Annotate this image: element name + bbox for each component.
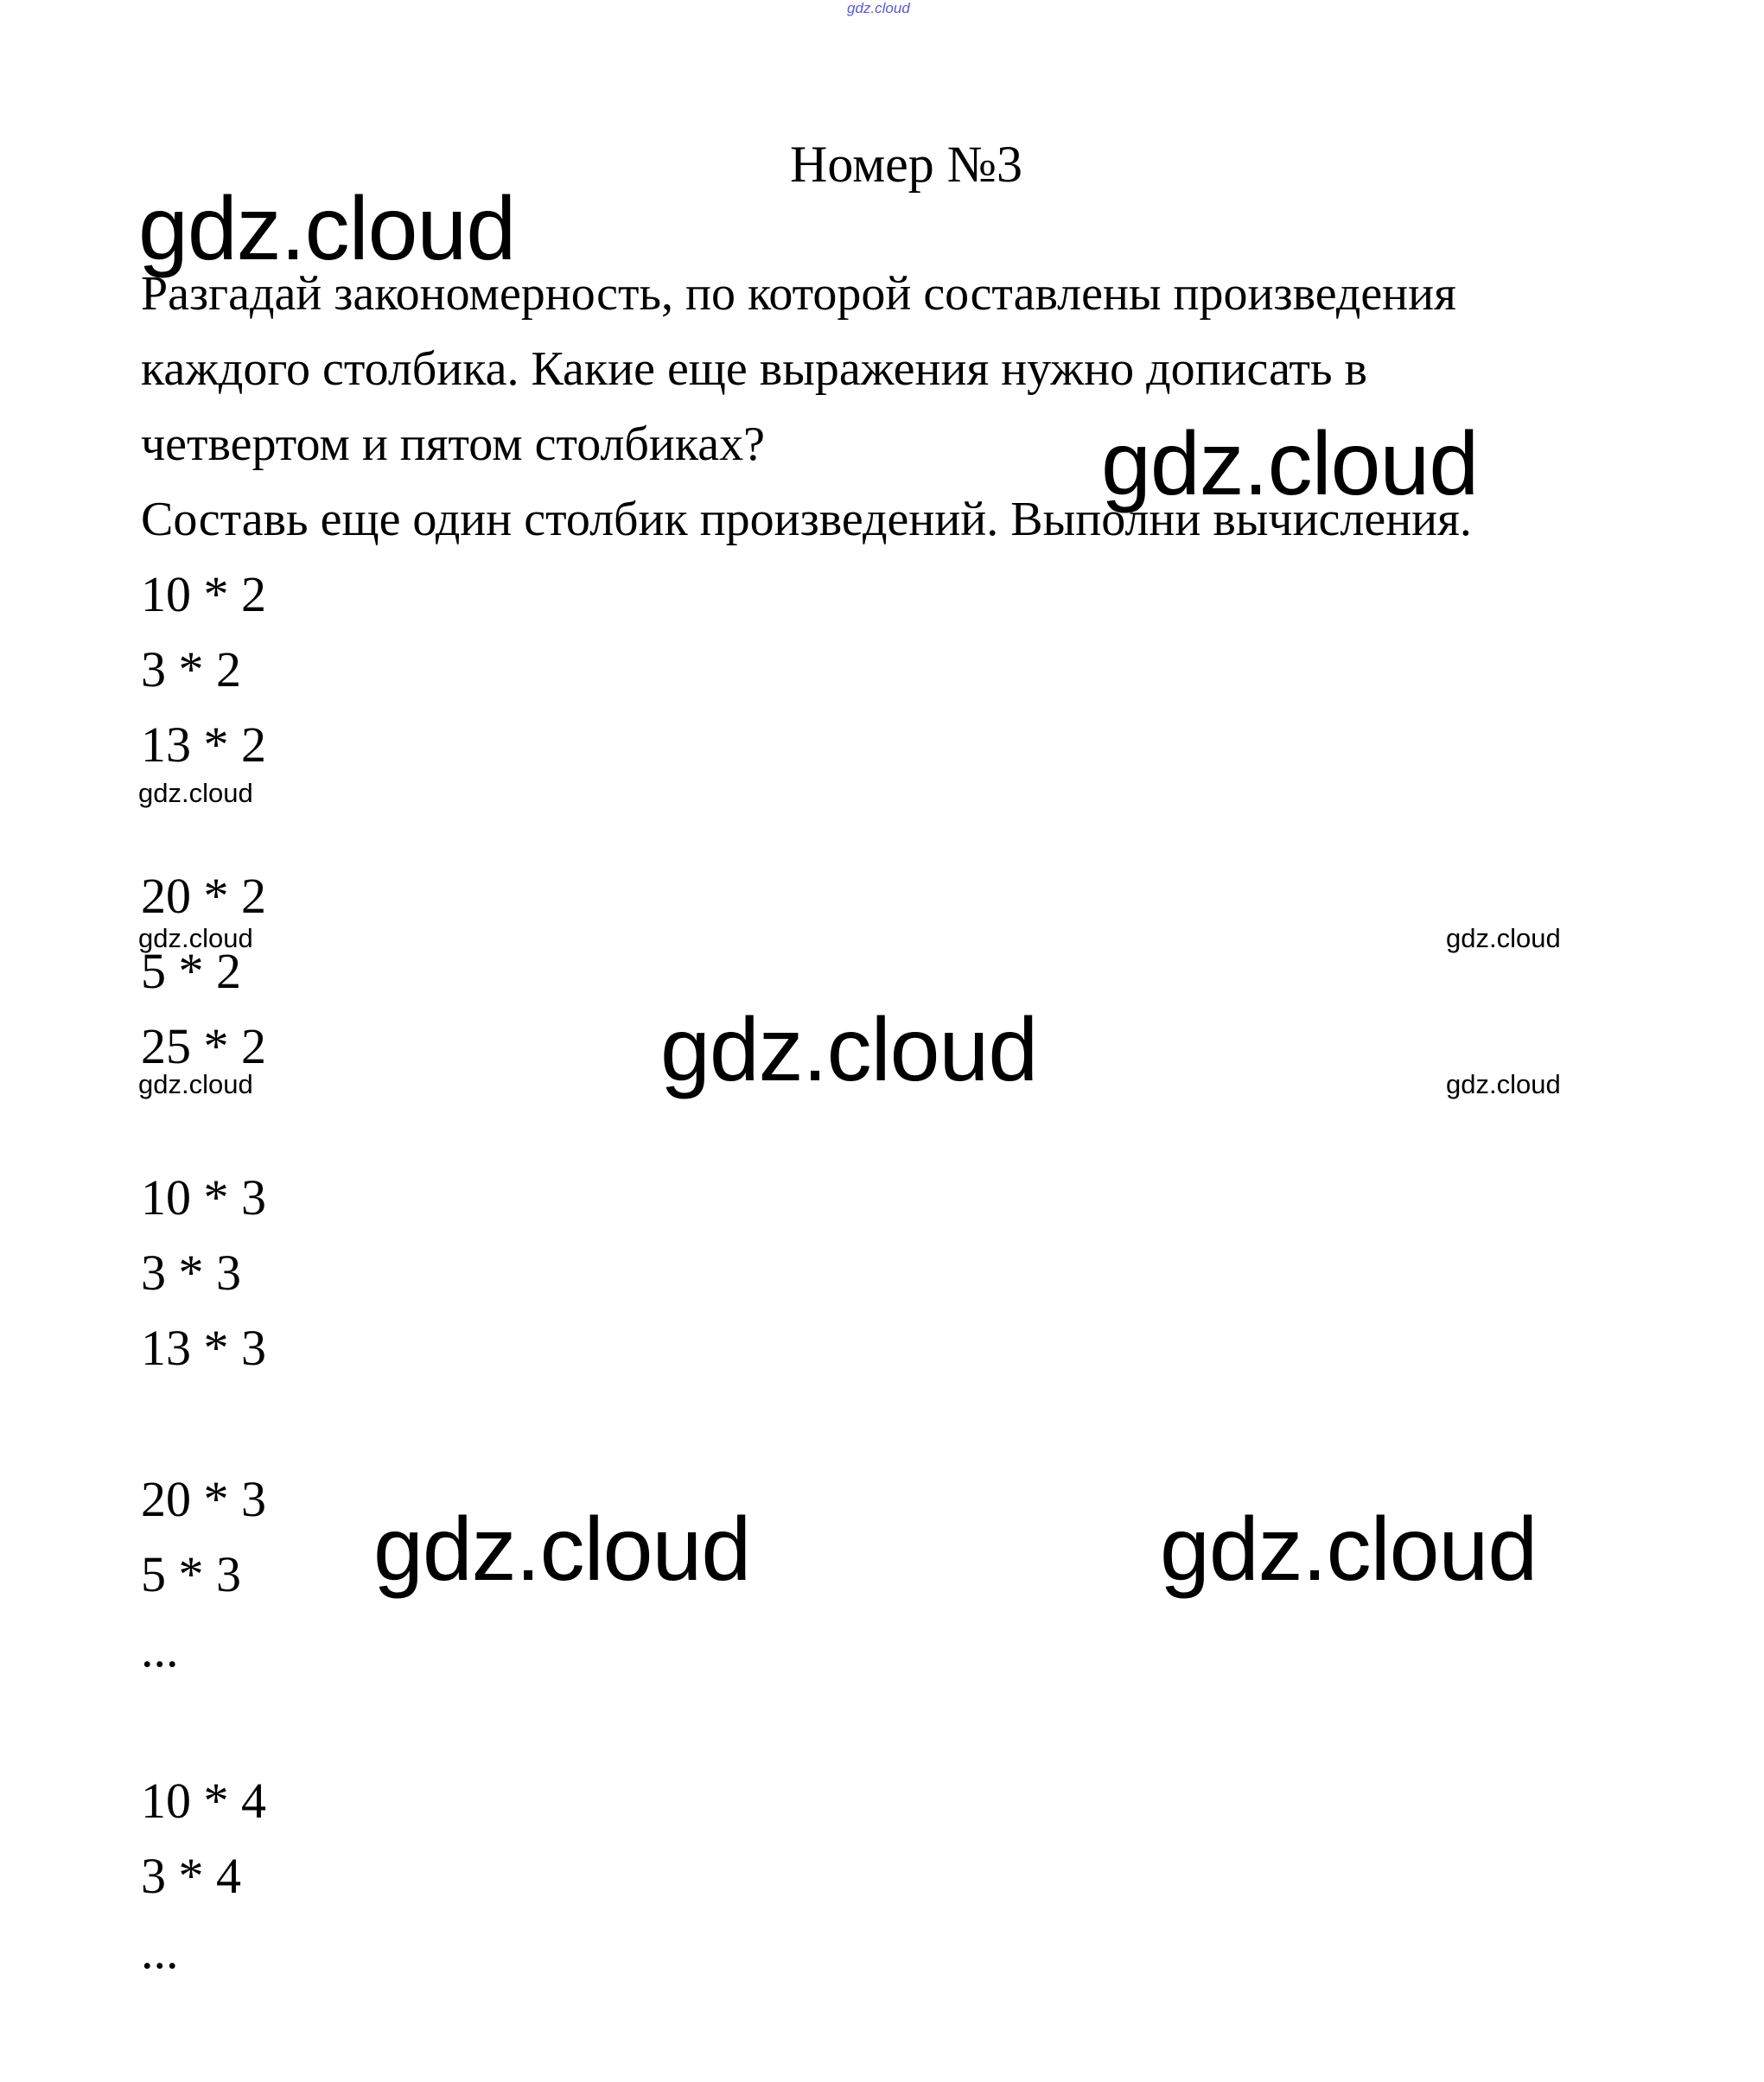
expression: 5 * 3 [141, 1546, 241, 1602]
ellipsis: ... [141, 1621, 179, 1678]
watermark: gdz.cloud [1160, 1499, 1538, 1600]
expression: 3 * 4 [141, 1848, 241, 1904]
expression: 10 * 2 [141, 566, 266, 622]
watermark: gdz.cloud [138, 923, 253, 953]
watermark: gdz.cloud [1446, 1069, 1561, 1099]
task-text-line-2: каждого столбика. Какие еще выражения нужно дописать в [141, 342, 1367, 396]
expression: 3 * 2 [141, 641, 241, 697]
watermark: gdz.cloud [373, 1499, 751, 1600]
watermark: gdz.cloud [138, 778, 253, 808]
expression: 10 * 4 [141, 1773, 266, 1829]
page-title: Номер №3 [790, 136, 1023, 193]
expression: 5 * 2 [141, 943, 241, 999]
ellipsis: ... [141, 1923, 179, 1979]
header-watermark: gdz.cloud [847, 0, 910, 16]
task-text-line-3: четвертом и пятом столбиках? [141, 417, 765, 471]
expression: 3 * 3 [141, 1245, 241, 1301]
watermark: gdz.cloud [660, 1000, 1038, 1100]
watermark: gdz.cloud [138, 179, 516, 279]
task-text-line-1: Разгадай закономерность, по которой составлены произведения [141, 267, 1456, 321]
watermark: gdz.cloud [138, 1069, 253, 1099]
watermark: gdz.cloud [1446, 923, 1561, 953]
expression: 20 * 3 [141, 1471, 266, 1527]
expression: 13 * 2 [141, 716, 266, 773]
expression: 25 * 2 [141, 1018, 266, 1074]
expression: 20 * 2 [141, 868, 266, 924]
expression: 13 * 3 [141, 1320, 266, 1376]
task-text-line-4: Составь еще один столбик произведений. Выполни вычисления. [141, 493, 1472, 546]
watermark: gdz.cloud [1101, 414, 1479, 514]
expression: 10 * 3 [141, 1169, 266, 1226]
